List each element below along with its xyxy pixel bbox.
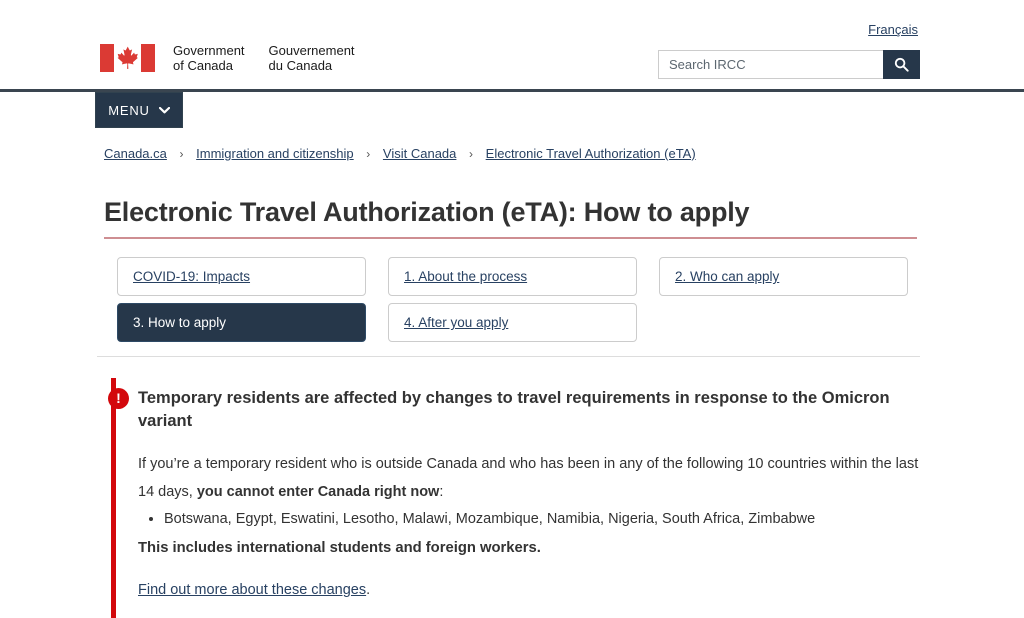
canada-flag-icon — [100, 44, 155, 72]
site-search — [658, 50, 920, 79]
breadcrumb-separator: › — [469, 147, 474, 161]
tab-after-you-apply-label[interactable]: 4. After you apply — [404, 315, 509, 330]
breadcrumb — [104, 146, 696, 161]
tab-how-to-apply-label: 3. How to apply — [133, 315, 227, 330]
language-toggle-link[interactable]: Français — [868, 22, 918, 37]
breadcrumb-link-eta[interactable]: Electronic Travel Authorization (eTA) — [485, 146, 696, 161]
find-out-more-link[interactable]: Find out more about these changes — [138, 582, 367, 598]
search-icon — [894, 57, 909, 72]
alert-paragraph-bold: you cannot enter Canada right now — [196, 484, 440, 500]
page-title: Electronic Travel Authorization (eTA): How to apply — [104, 197, 917, 239]
wordmark-en-line1: Government — [173, 43, 245, 58]
breadcrumb-link-immigration[interactable]: Immigration and citizenship — [196, 146, 354, 161]
content-divider — [97, 356, 920, 357]
tab-how-to-apply-active[interactable] — [117, 303, 366, 342]
warning-exclamation-icon: ! — [108, 388, 129, 409]
country-list-item: • Botswana, Egypt, Eswatini, Lesotho, Malawi, Mozambique, Namibia, Nigeria, South Africa, Zimbabwe — [164, 506, 935, 533]
wordmark-fr-line2: du Canada — [268, 58, 333, 73]
government-of-canada-signature[interactable] — [100, 43, 355, 73]
menu-button-label: MENU — [108, 102, 150, 118]
section-tabs — [117, 257, 908, 342]
tab-after-you-apply[interactable] — [388, 303, 637, 342]
wordmark-english — [173, 43, 245, 73]
breadcrumb-separator: › — [366, 147, 371, 161]
breadcrumb-link-canada-ca[interactable]: Canada.ca — [104, 146, 167, 161]
tab-who-can-apply[interactable] — [659, 257, 908, 296]
alert-link-period: . — [366, 582, 371, 598]
alert-link-paragraph — [138, 576, 933, 604]
search-button[interactable] — [883, 50, 920, 79]
wordmark-french — [269, 43, 355, 73]
country-list — [154, 506, 935, 533]
chevron-down-icon — [159, 107, 170, 114]
search-input[interactable] — [658, 50, 883, 79]
breadcrumb-separator: › — [179, 147, 184, 161]
tab-who-can-apply-label[interactable]: 2. Who can apply — [675, 269, 780, 284]
wordmark-fr-line1: Gouvernement — [268, 43, 355, 58]
omicron-alert — [111, 378, 935, 618]
menu-button[interactable] — [95, 92, 183, 128]
tab-covid-19-impacts[interactable] — [117, 257, 366, 296]
breadcrumb-link-visit-canada[interactable]: Visit Canada — [382, 146, 457, 161]
alert-bold-note: This includes international students and foreign workers. — [138, 540, 541, 556]
tab-about-the-process[interactable] — [388, 257, 637, 296]
tab-covid-19-impacts-label[interactable]: COVID-19: Impacts — [133, 269, 251, 284]
alert-paragraph-text: If you’re a temporary resident who is outside Canada and who has been in any of the following 10 countries within the last 14 days, — [138, 456, 919, 500]
alert-paragraph-colon: : — [439, 484, 444, 500]
wordmark-en-line2: of Canada — [173, 58, 233, 73]
alert-heading: Temporary residents are affected by changes to travel requirements in response to the Omicron variant — [138, 389, 890, 430]
alert-paragraph — [138, 450, 933, 506]
tab-about-the-process-label[interactable]: 1. About the process — [404, 269, 528, 284]
